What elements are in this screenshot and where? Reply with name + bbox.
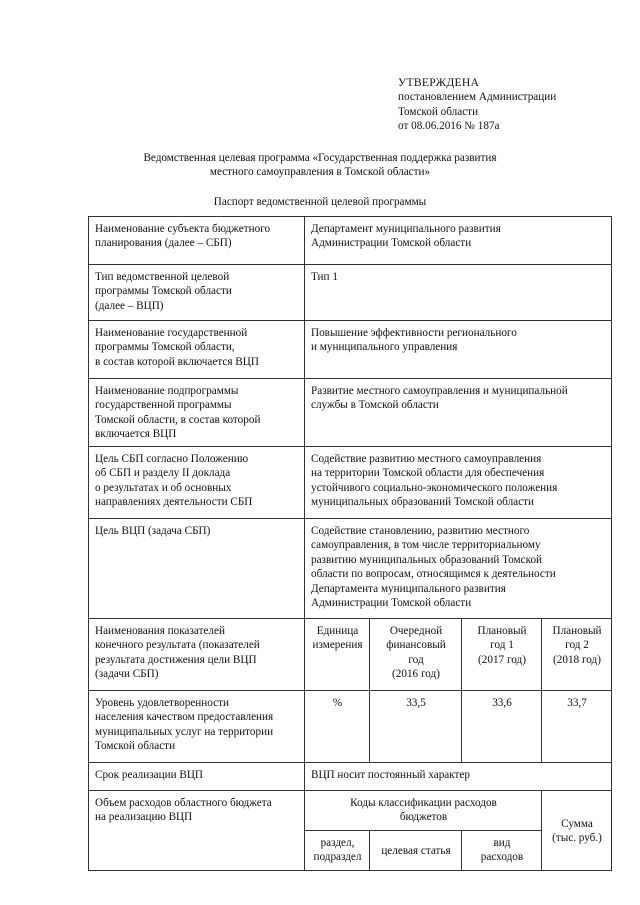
table-row <box>89 265 612 321</box>
row-label-cell: Тип ведомственной целевой программы Томской области (далее – ВЦП) <box>89 265 305 321</box>
approval-line: постановлением Администрации <box>398 91 557 104</box>
table-row <box>89 763 612 791</box>
row-label-cell: Наименование субъекта бюджетного планирования (далее – СБП) <box>89 217 305 265</box>
row-label-cell: Наименование подпрограммы государственной программы Томской области, в состав которой включается ВЦП <box>89 379 305 447</box>
row-label-cell: Срок реализации ВЦП <box>89 763 305 791</box>
row-value-cell: Развитие местного самоуправления и муниципальной службы в Томской области <box>305 379 612 447</box>
budget-article-header: целевая статья <box>370 831 462 871</box>
program-title-line: Ведомственная целевая программа «Государственная поддержка развития <box>143 152 497 164</box>
row-label-cell: Цель СБП согласно Положению об СБП и разделу II доклада о результатах и об основных направлениях деятельности СБП <box>89 447 305 519</box>
table-row <box>89 447 612 519</box>
budget-kind-header: вид расходов <box>462 831 542 871</box>
table-row <box>89 691 612 763</box>
row-value-cell: ВЦП носит постоянный характер <box>305 763 612 791</box>
indicator-value-2016: 33,5 <box>370 691 462 763</box>
approval-date: от 08.06.2016 № 187а <box>398 120 500 133</box>
row-value-cell: Департамент муниципального развития Администрации Томской области <box>305 217 612 265</box>
table-row <box>89 619 612 691</box>
row-label-cell: Цель ВЦП (задача СБП) <box>89 519 305 619</box>
passport-title: Паспорт ведомственной целевой программы <box>213 196 427 208</box>
budget-section-header: раздел, подраздел <box>305 831 370 871</box>
budget-codes-header: Коды классификации расходов бюджетов <box>305 791 542 831</box>
approval-title: УТВЕРЖДЕНА <box>398 76 480 89</box>
row-value-cell: Содействие становлению, развитию местного самоуправления, в том числе территориальному развитию муниципальных образований Томской области по вопросам, относящимся к деятельности Департамента муниципального развития Администрации Томской области <box>305 519 612 619</box>
program-title <box>60 151 580 180</box>
row-label-cell: Наименование государственной программы Томской области, в состав которой включается ВЦП <box>89 321 305 379</box>
row-value-cell: Тип 1 <box>305 265 612 321</box>
indicator-value-2018: 33,7 <box>542 691 612 763</box>
table-row <box>89 519 612 619</box>
indicator-value-2017: 33,6 <box>462 691 542 763</box>
approval-block <box>398 76 628 134</box>
plan-year2-header-cell: Плановый год 2 (2018 год) <box>542 619 612 691</box>
row-value-cell: Повышение эффективности регионального и муниципального управления <box>305 321 612 379</box>
row-label-cell: Уровень удовлетворенности населения качеством предоставления муниципальных услуг на территории Томской области <box>89 691 305 763</box>
row-label-cell: Объем расходов областного бюджета на реализацию ВЦП <box>89 791 305 871</box>
budget-sum-header: Сумма (тыс. руб.) <box>542 791 612 871</box>
indicator-unit: % <box>305 691 370 763</box>
current-year-header-cell: Очередной финансовый год (2016 год) <box>370 619 462 691</box>
table-row <box>89 379 612 447</box>
table-row <box>89 217 612 265</box>
unit-header-cell: Единица измерения <box>305 619 370 691</box>
table-row <box>89 321 612 379</box>
row-label-cell: Наименования показателей конечного результата (показателей результата достижения цели ВЦП (задачи СБП) <box>89 619 305 691</box>
approval-line: Томской области <box>398 105 479 118</box>
program-title-line: местного самоуправления в Томской области» <box>209 166 431 179</box>
passport-table <box>88 216 612 871</box>
plan-year1-header-cell: Плановый год 1 (2017 год) <box>462 619 542 691</box>
table-row <box>89 791 612 831</box>
row-value-cell: Содействие развитию местного самоуправления на территории Томской области для обеспечения устойчивого социально-экономического положения муниципальных образований Томской области <box>305 447 612 519</box>
